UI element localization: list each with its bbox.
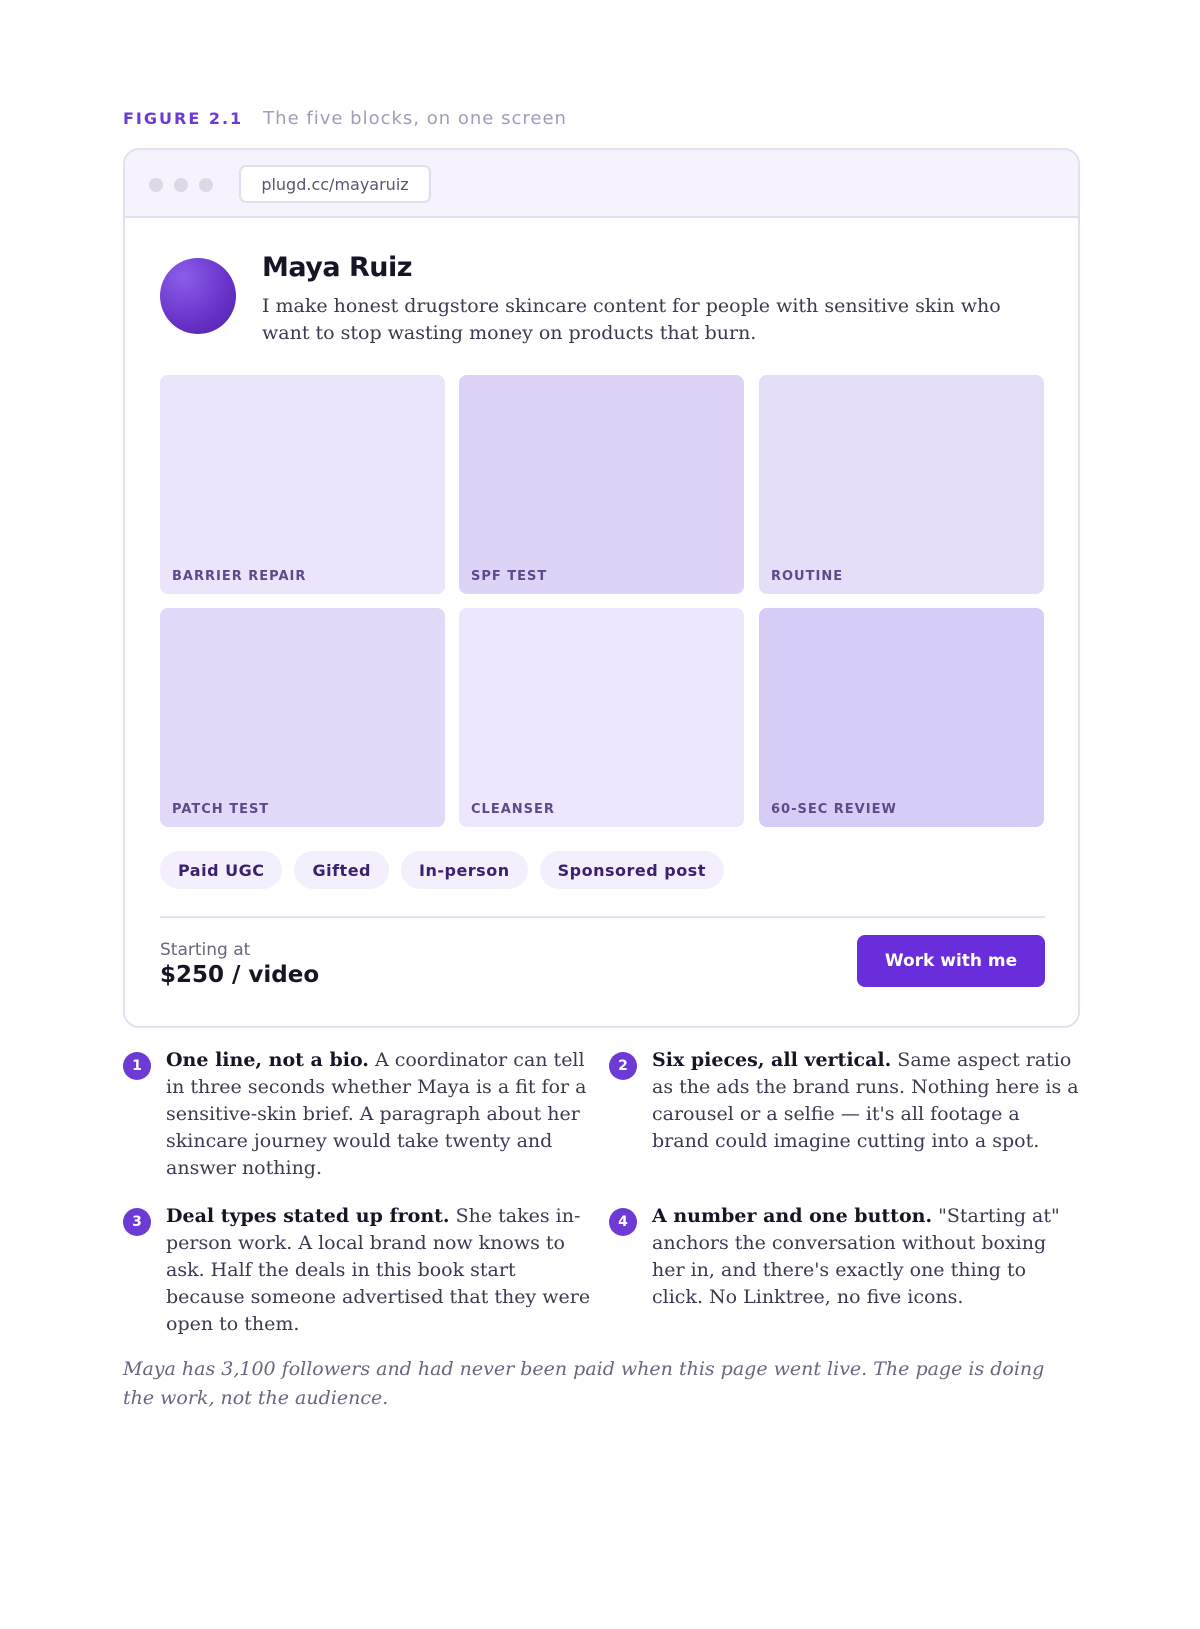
price-value: $250 / video [160,962,320,988]
address-bar[interactable]: plugd.cc/mayaruiz [239,165,431,203]
note-number-badge: 1 [123,1052,151,1080]
portfolio-tile[interactable] [459,375,744,594]
note-item [609,1203,1079,1311]
figure-label: FIGURE 2.1 [123,109,244,128]
note-item [123,1047,593,1182]
tile-label: CLEANSER [471,802,555,817]
closing-remark: Maya has 3,100 followers and had never been paid when this page went live. The page is doing the work, not the audience. [123,1358,1045,1409]
note-lead: Six pieces, all vertical. [652,1049,892,1071]
note-item [609,1047,1079,1155]
work-with-me-button[interactable]: Work with me [857,935,1045,987]
figure-title: The five blocks, on one screen [263,108,567,129]
portfolio-tile[interactable] [160,608,445,827]
window-dot-icon [149,178,163,192]
portfolio-tile[interactable] [759,375,1044,594]
deal-type-chips [160,851,724,889]
profile-name: Maya Ruiz [262,252,412,283]
browser-mockup [123,148,1080,1028]
note-lead: Deal types stated up front. [166,1205,450,1227]
note-text [166,1203,593,1338]
tile-label: 60-SEC REVIEW [771,802,897,817]
note-text [166,1047,593,1182]
portfolio-tile[interactable] [160,375,445,594]
note-lead: One line, not a bio. [166,1049,369,1071]
window-dot-icon [174,178,188,192]
tile-label: ROUTINE [771,569,844,584]
profile-tagline: I make honest drugstore skincare content for people with sensitive skin who want to stop wasting money on products that burn. [262,295,1001,344]
portfolio-tile[interactable] [759,608,1044,827]
price-label: Starting at [160,940,251,960]
note-body: A coordinator can tell in three seconds whether Maya is a fit for a sensitive-skin brief. A paragraph about her skincare journey would take twenty and answer nothing. [166,1049,587,1179]
deal-chip-sponsored-post: Sponsored post [540,851,724,889]
portfolio-tile[interactable] [459,608,744,827]
note-body: She takes in-person work. A local brand now knows to ask. Half the deals in this book start because someone advertised that they were open to them. [166,1205,591,1335]
note-item [123,1203,593,1338]
note-body: Same aspect ratio as the ads the brand runs. Nothing here is a carousel or a selfie — it's all footage a brand could imagine cutting into a spot. [652,1049,1079,1152]
note-text [652,1047,1079,1155]
note-number-badge: 2 [609,1052,637,1080]
window-dot-icon [199,178,213,192]
note-number-badge: 3 [123,1208,151,1236]
figure-caption [123,108,567,129]
note-text [652,1203,1079,1311]
tile-label: PATCH TEST [172,802,270,817]
deal-chip-gifted: Gifted [294,851,389,889]
note-lead: A number and one button. [652,1205,933,1227]
profile-page [125,218,1078,1028]
note-number-badge: 4 [609,1208,637,1236]
divider [160,916,1045,918]
tile-label: SPF TEST [471,569,548,584]
avatar [160,258,236,334]
tile-label: BARRIER REPAIR [172,569,307,584]
deal-chip-paid-ugc: Paid UGC [160,851,282,889]
browser-chrome [125,150,1078,218]
deal-chip-in-person: In-person [401,851,528,889]
note-body: "Starting at" anchors the conversation without boxing her in, and there's exactly one thing to click. No Linktree, no five icons. [652,1205,1060,1308]
